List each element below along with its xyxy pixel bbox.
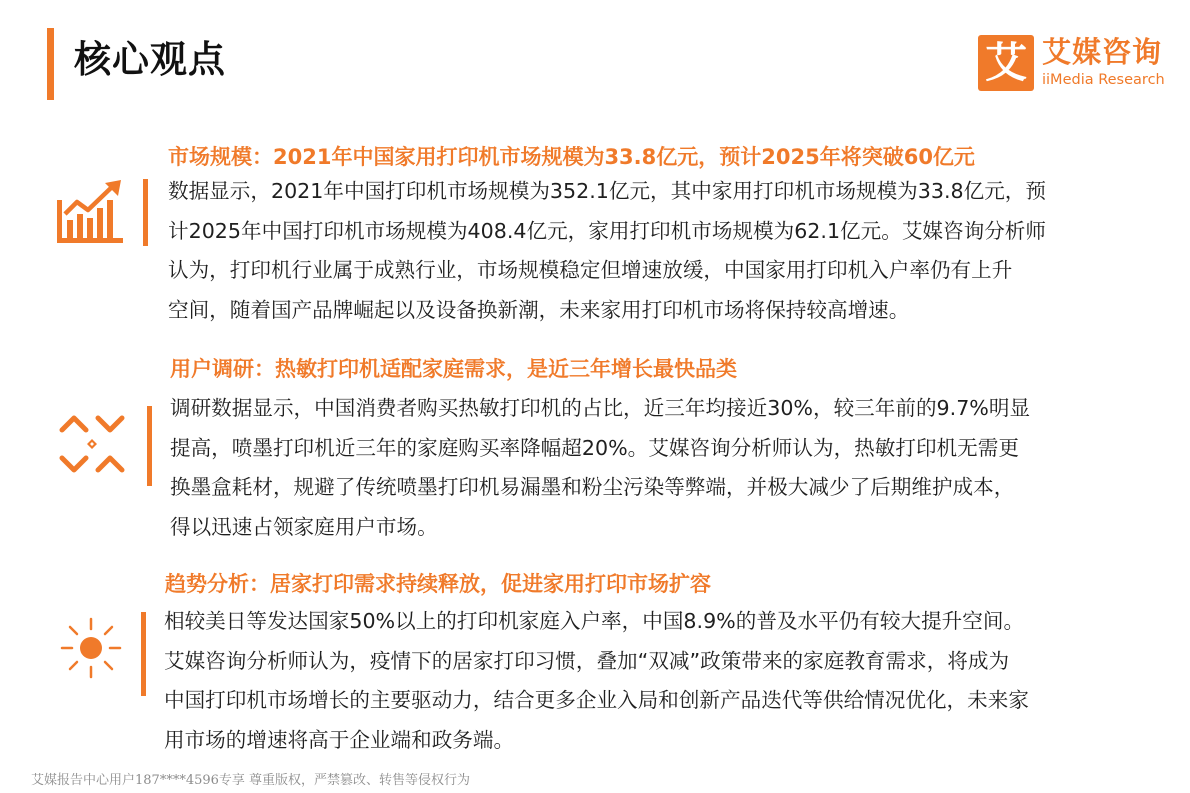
section-accent-bar bbox=[143, 179, 148, 246]
focus-target-icon bbox=[58, 412, 126, 476]
logo-chinese-name: 艾媒咨询 bbox=[1042, 35, 1163, 69]
body-line: 计2025年中国打印机市场规模为408.4亿元，家用打印机市场规模为62.1亿元。艾媒咨询分析师 bbox=[168, 218, 1046, 243]
section-heading-market-size: 市场规模：2021年中国家用打印机市场规模为33.8亿元，预计2025年将突破60亿元 bbox=[168, 145, 975, 169]
body-line: 认为，打印机行业属于成熟行业，市场规模稳定但增速放缓，中国家用打印机入户率仍有上升 bbox=[168, 258, 1013, 282]
body-line: 得以迅速占领家庭用户市场。 bbox=[170, 514, 438, 539]
logo-mark: 艾 bbox=[978, 35, 1034, 91]
growth-chart-icon bbox=[55, 180, 125, 244]
body-line: 调研数据显示，中国消费者购买热敏打印机的占比，近三年均接近30%，较三年前的9.7%明显 bbox=[170, 396, 1031, 420]
section-accent-bar bbox=[147, 406, 152, 486]
section-body-trend-analysis bbox=[164, 602, 1029, 760]
section-heading-trend-analysis: 趋势分析：居家打印需求持续释放，促进家用打印市场扩容 bbox=[165, 572, 711, 596]
section-accent-bar bbox=[141, 612, 146, 696]
body-line: 用市场的增速将高于企业端和政务端。 bbox=[164, 727, 515, 752]
section-heading-user-research: 用户调研：热敏打印机适配家庭需求，是近三年增长最快品类 bbox=[170, 357, 737, 381]
body-line: 数据显示，2021年中国打印机市场规模为352.1亿元，其中家用打印机市场规模为33.8亿元，预 bbox=[168, 179, 1046, 203]
company-logo bbox=[978, 35, 1168, 91]
body-line: 提高，喷墨打印机近三年的家庭购买率降幅超20%。艾媒咨询分析师认为，热敏打印机无需更 bbox=[170, 435, 1019, 460]
body-line: 空间，随着国产品牌崛起以及设备换新潮，未来家用打印机市场将保持较高增速。 bbox=[168, 297, 910, 322]
title-accent-bar bbox=[47, 28, 54, 100]
copyright-footer: 艾媒报告中心用户187****4596专享 尊重版权，严禁篡改、转售等侵权行为 bbox=[31, 773, 471, 788]
logo-english-name: iiMedia Research bbox=[1042, 72, 1165, 88]
body-line: 相较美日等发达国家50%以上的打印机家庭入户率，中国8.9%的普及水平仍有较大提升空间。 bbox=[164, 609, 1025, 633]
body-line: 换墨盒耗材，规避了传统喷墨打印机易漏墨和粉尘污染等弊端，并极大减少了后期维护成本， bbox=[170, 475, 1015, 499]
body-line: 艾媒咨询分析师认为，疫情下的居家打印习惯，叠加“双减”政策带来的家庭教育需求，将成为 bbox=[164, 648, 1010, 673]
section-body-user-research bbox=[170, 389, 1030, 547]
page-title: 核心观点 bbox=[74, 38, 226, 81]
sun-icon bbox=[58, 615, 124, 681]
body-line: 中国打印机市场增长的主要驱动力，结合更多企业入局和创新产品迭代等供给情况优化，未来家 bbox=[164, 688, 1029, 712]
section-body-market-size bbox=[168, 172, 1046, 330]
